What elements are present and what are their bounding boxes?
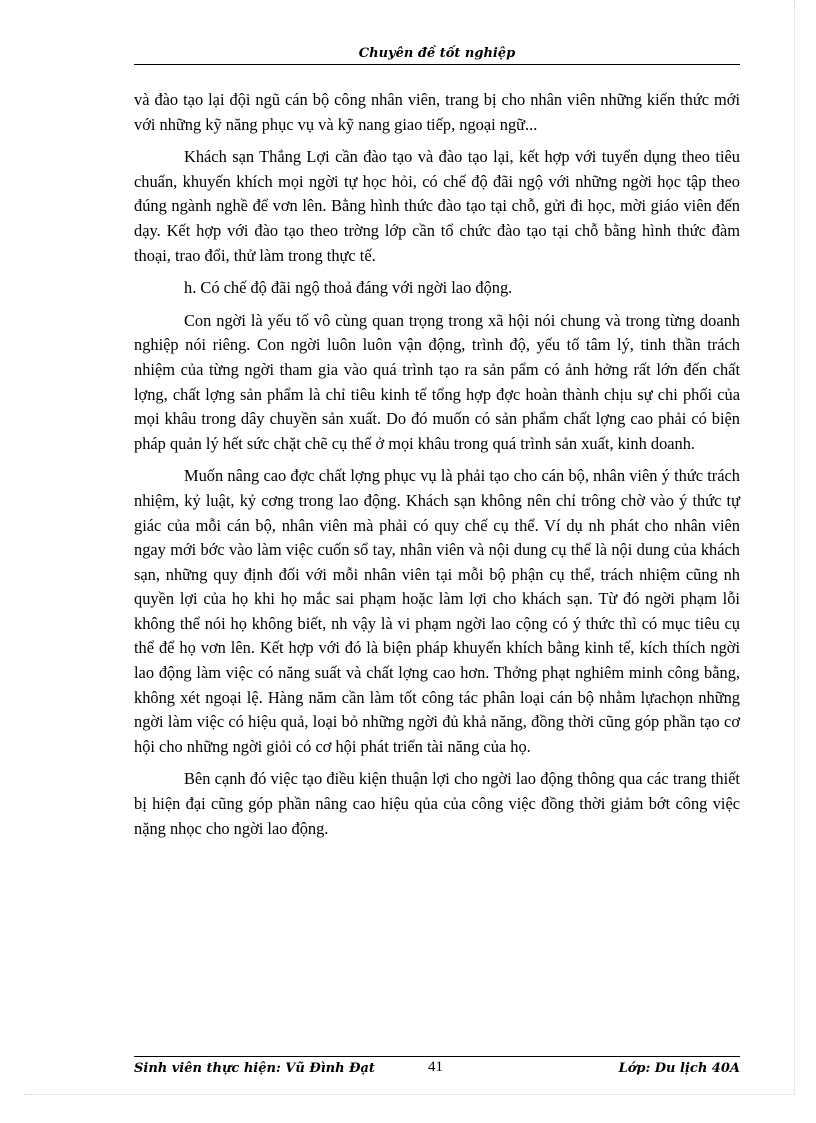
footer-class: Lớp: Du lịch 40A [618, 1061, 740, 1076]
page-border-bottom [24, 1094, 794, 1095]
body-text [134, 88, 740, 841]
section-heading-h: h. Có chế độ đãi ngộ thoả đáng với ngời lao động. [184, 278, 513, 298]
page-number: 41 [428, 1059, 443, 1075]
page-border-right [794, 0, 795, 1094]
footer-student: Sinh viên thực hiện: Vũ Đình Đạt [134, 1061, 375, 1076]
header-title: Chuyên đề tốt nghiệp [358, 46, 516, 61]
paragraph-people: Con ngời là yếu tố vô cùng quan trọng trong xã hội nói chung và trong từng doanh nghiệp nói riêng. Con ngời luôn luôn vận động, trình độ, yếu tố tâm lý, tinh thần trách nhiệm của từng ngời tham gia vào quá trình tạo ra sản pẩm có ảnh hởng rất lớn đến chất lợng, chất lợng sản phẩm là chỉ tiêu kinh tế tổng hợp đợc hoàn thành chịu sự chi phối của mọi khâu trong dây chuyền sản xuất. Do đó muốn có sản phẩm chất lợng cao phải có biện pháp quản lý hết sức chặt chẽ cụ thể ở mọi khâu trong quá trình sản xuất, kinh doanh. [134, 310, 740, 453]
paragraph-training: Khách sạn Thắng Lợi cần đào tạo và đào tạo lại, kết hợp với tuyển dụng theo tiêu chuẩn, khuyến khích mọi ngời tự học hỏi, có chế độ đãi ngộ với những ngời học tập theo đúng ngành nghề để vơn lên. Bằng hình thức đào tạo tại chỗ, gửi đi học, mời giáo viên đến dạy. Kết hợp với đào tạo theo trờng lớp cần tổ chức đào tạo tại chỗ bằng hình thức đàm thoại, trao đổi, thử làm trong thực tế. [134, 147, 740, 265]
page-header [134, 44, 740, 65]
paragraph-quality: Muốn nâng cao đợc chất lợng phục vụ là phải tạo cho cán bộ, nhân viên ý thức trách nhiệm, kỷ luật, kỷ cơng trong lao động. Khách sạn không nên chỉ trông chờ vào ý thức tự giác của mỗi cán bộ, nhân viên mà phải có quy chế cụ thể. Ví dụ nh phát cho nhân viên ngay mới bớc vào làm việc cuốn sổ tay, nhân viên và nội dung cụ thể là nội dung của khách sạn, những quy định đối với mỗi nhân viên tại mỗi bộ phận cụ thể, trách nhiệm cũng nh quyền lợi của họ khi họ mắc sai phạm hoặc làm lợi cho khách sạn. Từ đó ngời phạm lỗi không thể nói họ không biết, nh vậy là vi phạm ngời lao cộng có ý thức thì có mục tiêu cụ thể để họ vơn lên. Kết hợp với đó là biện pháp khuyến khích bằng kinh tế, kích thích ngời lao động làm việc có năng suất và chất lợng cao hơn. Thởng phạt nghiêm minh công bằng, không xét ngoại lệ. Hàng năm cần làm tốt công tác phân loại cán bộ nhằm lựachọn những ngời làm việc có hiệu quả, loại bỏ những ngời đủ khả năng, đồng thời cũng góp phần tạo cơ hội cho những ngời giỏi có cơ hội phát triển tài năng của họ. [134, 466, 740, 756]
page-footer [134, 1056, 740, 1081]
paragraph-conditions: Bên cạnh đó việc tạo điều kiện thuận lợi cho ngời lao động thông qua các trang thiết bị hiện đại cũng góp phần nâng cao hiệu qủa của công việc đồng thời giảm bớt công việc nặng nhọc cho ngời lao động. [134, 769, 740, 838]
paragraph-continuation: và đào tạo lại đội ngũ cán bộ công nhân viên, trang bị cho nhân viên những kiến thức mới với những kỹ năng phục vụ và kỹ nang giao tiếp, ngoại ngữ... [134, 90, 740, 134]
